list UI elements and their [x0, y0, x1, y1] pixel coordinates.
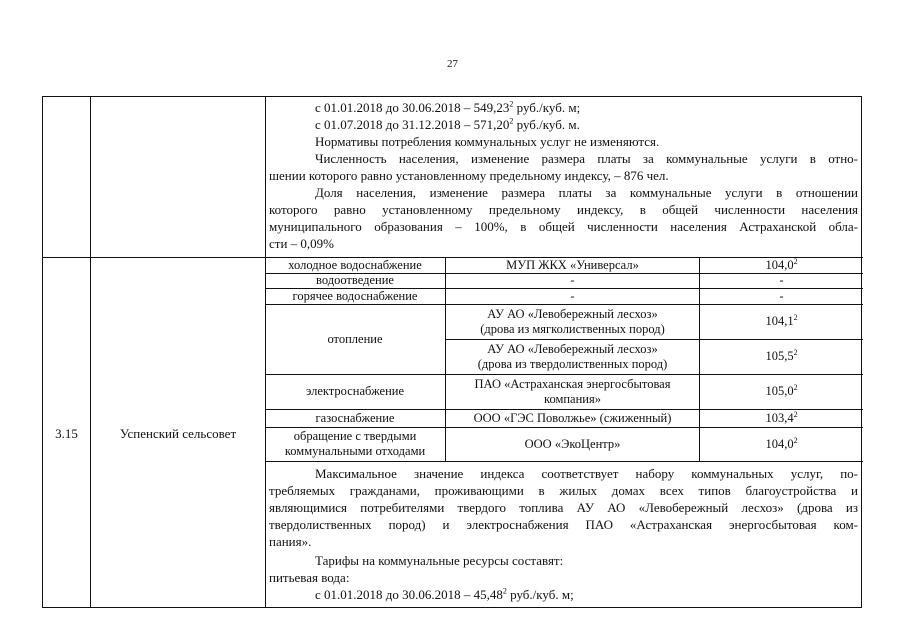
provider-heating-softwood: АУ АО «Левобережный лесхоз» (дрова из мягколиственных пород): [480, 306, 665, 336]
service-cold-water: холодное водоснабжение: [288, 257, 422, 272]
max-index-line-4: твердолиственных пород) и электроснабжения ПАО «Астраханская энергосбытовая ком-: [269, 517, 858, 532]
population-line-2: шении которого равно установленному предельному индексу, – 876 чел.: [269, 168, 669, 183]
section-number: 3.15: [55, 425, 78, 441]
population-line-1: Численность населения, изменение размера платы за коммунальные услуги в отно-: [315, 151, 858, 166]
services-table: [265, 257, 863, 461]
share-line-1: Доля населения, изменение размера платы за коммунальные услуги в отношении: [315, 185, 858, 200]
provider-hot-water: -: [570, 288, 575, 303]
drinking-water-label: питьевая вода:: [269, 570, 350, 585]
index-solid-waste: 104,0$^2$: [765, 435, 798, 451]
share-line-3: муниципального образования – 100%, в общей численности населения Астраханской обла-: [269, 219, 858, 234]
service-electricity: электроснабжение: [305, 384, 405, 398]
max-index-line-1: Максимальное значение индекса соответствует набору коммунальных услуг, по-: [315, 466, 858, 481]
provider-sewerage: -: [570, 273, 575, 287]
provider-cold-water: МУП ЖКХ «Универсал»: [506, 257, 639, 272]
service-gas: газоснабжение: [315, 410, 395, 425]
provider-heating-hardwood: АУ АО «Левобережный лесхоз» (дрова из твердолиственных пород): [477, 341, 668, 371]
index-cold-water: 104,0$^2$: [765, 256, 798, 272]
municipality-name: Успенский сельсовет: [119, 425, 237, 441]
index-heating-softwood: 104,1$^2$: [765, 312, 798, 328]
max-index-line-2: требляемых гражданами, проживающими в жилых домах всех типов благоустройства и: [269, 483, 858, 498]
rate-line-2: с 01.07.2018 до 31.12.2018 – 571,20$^2$ руб./куб. м.: [315, 116, 580, 132]
share-line-2: которого равно установленному предельному индексу, в общей численности населения: [269, 202, 858, 217]
index-heating-hardwood: 105,5$^2$: [765, 347, 798, 363]
rate-line-1: с 01.01.2018 до 30.06.2018 – 549,23$^2$ руб./куб. м;: [315, 99, 581, 115]
service-solid-waste: обращение с твердыми коммунальными отходами: [284, 429, 426, 458]
max-index-line-3: являющимися потребителями твердого топлива АУ АО «Левобережный лесхоз» (дрова из: [269, 500, 858, 515]
service-sewerage: водоотведение: [316, 273, 394, 287]
norms-line: Нормативы потребления коммунальных услуг не изменяются.: [315, 134, 660, 149]
provider-gas: ООО «ГЭС Поволжье» (сжиженный): [473, 410, 672, 425]
drinking-water-rate: с 01.01.2018 до 30.06.2018 – 45,48$^2$ руб./куб. м;: [315, 586, 574, 602]
index-gas: 103,4$^2$: [765, 409, 798, 425]
services-row-divider: [265, 461, 863, 462]
max-index-line-5: пания».: [269, 534, 312, 549]
tariff-table: [42, 96, 862, 608]
index-electricity: 105,0$^2$: [765, 382, 798, 398]
provider-solid-waste: ООО «ЭкоЦентр»: [524, 436, 621, 451]
page-number: 27: [447, 58, 458, 70]
index-sewerage: -: [779, 273, 784, 287]
service-heating: отопление: [327, 331, 383, 346]
index-hot-water: -: [779, 288, 784, 303]
service-hot-water: горячее водоснабжение: [292, 288, 418, 303]
tariffs-heading: Тарифы на коммунальные ресурсы составят:: [315, 553, 564, 568]
share-line-4: сти – 0,09%: [269, 236, 334, 251]
provider-electricity: ПАО «Астраханская энергосбытовая компания»: [474, 376, 671, 406]
